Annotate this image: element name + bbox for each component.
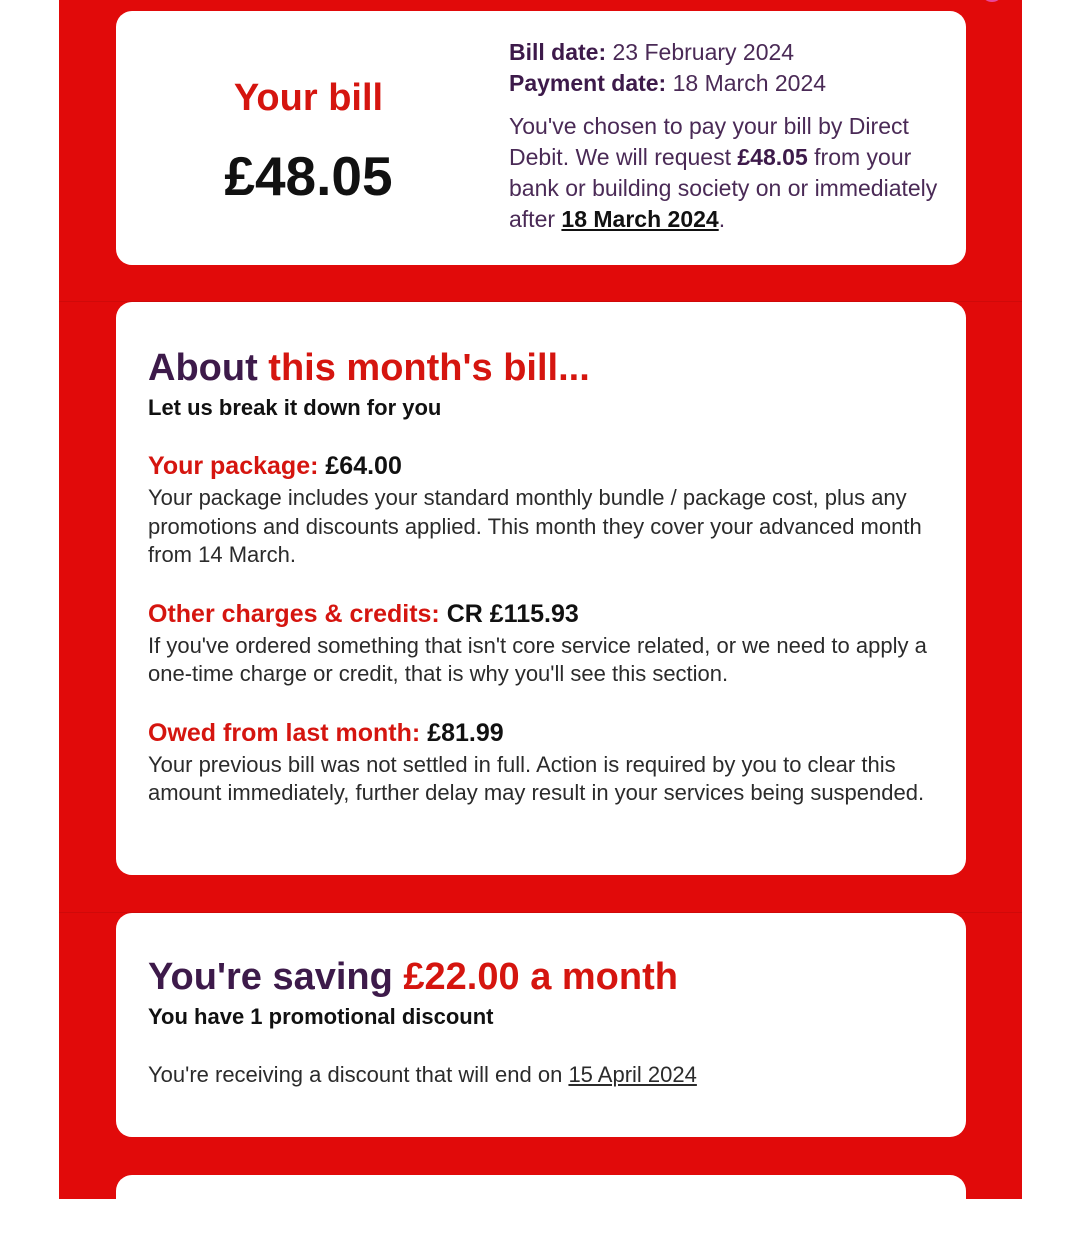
heading-prefix: You're saving — [148, 956, 404, 998]
notice-text: You're receiving a discount that will end on — [148, 1062, 569, 1087]
heading-accent: this month's bill... — [268, 347, 590, 389]
bill-amount: £48.05 — [224, 145, 393, 207]
breakdown-heading — [148, 344, 934, 392]
item-description: Your package includes your standard monthly bundle / package cost, plus any promotions and discounts applied. This month they cover your advanced month from 14 March. — [148, 485, 922, 567]
payment-date-row — [509, 68, 939, 99]
breakdown-item-package — [148, 450, 934, 570]
item-value: £81.99 — [427, 718, 504, 747]
savings-heading — [148, 953, 934, 1001]
direct-debit-message — [509, 111, 939, 235]
discount-notice — [148, 1061, 934, 1089]
item-label: Other charges & credits: — [148, 599, 440, 628]
heading-prefix: About — [148, 347, 269, 389]
dd-text-part: from your bank or building society on or immediately after — [509, 144, 938, 232]
bill-breakdown-card — [116, 302, 966, 875]
bill-date-value: 23 February 2024 — [612, 39, 795, 65]
savings-card — [116, 913, 966, 1137]
discount-end-date: 15 April 2024 — [568, 1062, 697, 1087]
bill-total-panel — [116, 11, 501, 265]
item-description: Your previous bill was not settled in full. Action is required by you to clear this amount immediately, further delay may result in your services being suspended. — [148, 751, 925, 805]
dd-text-part: You've chosen to pay your bill by Direct Debit. We will request — [509, 113, 909, 170]
next-card — [116, 1175, 966, 1235]
dd-payment-date: 18 March 2024 — [561, 206, 719, 232]
bill-date-row — [509, 37, 939, 68]
heading-accent: £22.00 a month — [403, 956, 678, 998]
item-description: If you've ordered something that isn't core service related, or we need to apply a one-time charge or credit, that is why you'll see this section. — [148, 632, 927, 686]
item-label: Your package: — [148, 452, 319, 480]
payment-date-label: Payment date: — [509, 70, 667, 96]
savings-subheading: You have 1 promotional discount — [148, 1004, 494, 1029]
bill-summary-card — [116, 11, 966, 265]
item-value: £64.00 — [325, 452, 402, 480]
breakdown-item-other-charges — [148, 598, 934, 689]
bill-title: Your bill — [233, 77, 384, 119]
dd-amount: £48.05 — [737, 144, 808, 170]
bill-date-label: Bill date: — [509, 39, 607, 65]
item-value: CR £115.93 — [446, 599, 579, 628]
payment-date-value: 18 March 2024 — [672, 70, 827, 96]
dd-text-end: . — [718, 206, 726, 232]
bill-details — [509, 37, 939, 235]
item-label: Owed from last month: — [148, 718, 421, 747]
breakdown-subheading: Let us break it down for you — [148, 395, 442, 420]
breakdown-item-owed — [148, 717, 934, 808]
